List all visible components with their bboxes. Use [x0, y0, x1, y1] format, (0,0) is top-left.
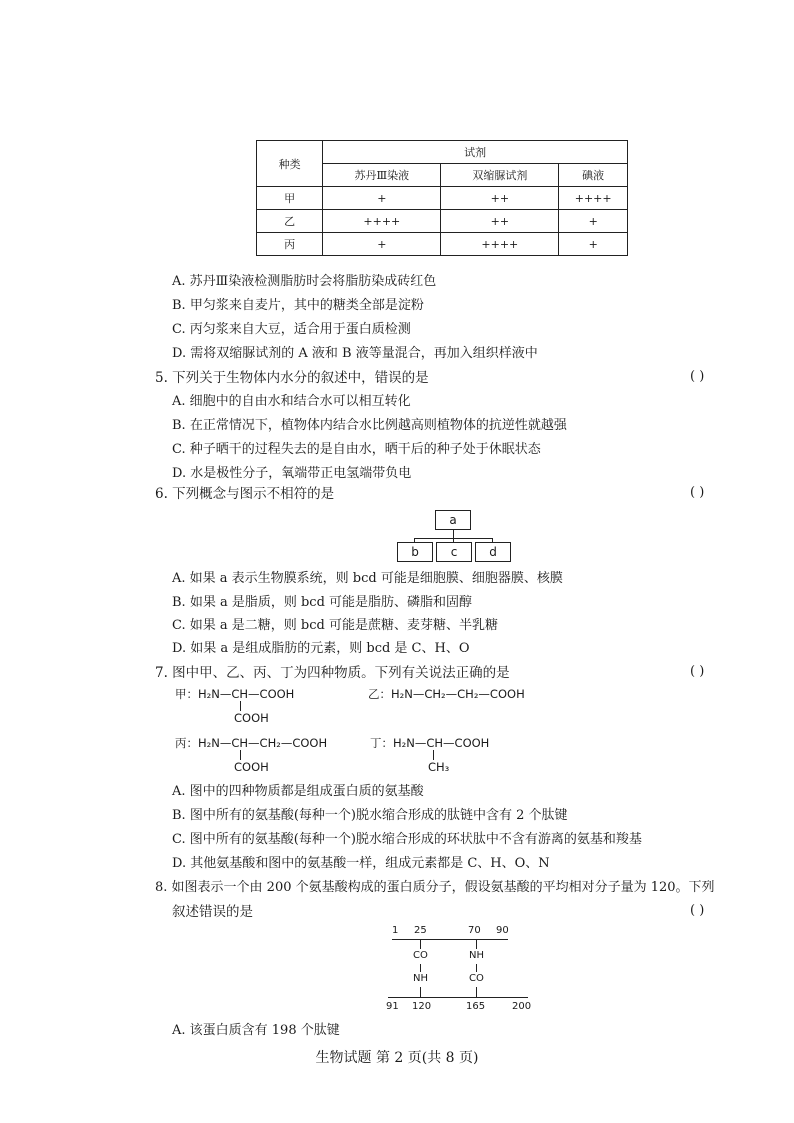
q5-answer-paren: ( )	[690, 369, 705, 384]
q7-option-a: A. 图中的四种物质都是组成蛋白质的氨基酸	[172, 784, 424, 799]
q5-option-d: D. 水是极性分子，氧端带正电氢端带负电	[172, 466, 412, 481]
box-a: a	[435, 510, 471, 530]
q4-option-a: A. 苏丹Ⅲ染液检测脂肪时会将脂肪染成砖红色	[172, 274, 437, 289]
formula-bing-sub: COOH	[234, 760, 269, 774]
q4-option-d: D. 需将双缩脲试剂的 A 液和 B 液等量混合，再加入组织样液中	[172, 346, 538, 361]
header-reagent: 试剂	[323, 141, 628, 164]
formula-bing: 丙：H₂N—CH—CH₂—COOH	[175, 736, 328, 750]
q7-answer-paren: ( )	[690, 664, 705, 679]
formula-jia-sub: COOH	[234, 711, 269, 725]
q7-option-c: C. 图中所有的氨基酸(每种一个)脱水缩合形成的环状肽中不含有游离的氨基和羧基	[172, 832, 642, 847]
header-kind: 种类	[257, 141, 323, 187]
q7-stem: 7. 图中甲、乙、丙、丁为四种物质。下列有关说法正确的是	[155, 665, 510, 681]
lower-chain	[388, 997, 528, 998]
q5-option-a: A. 细胞中的自由水和结合水可以相互转化	[172, 394, 411, 409]
q7-option-d: D. 其他氨基酸和图中的氨基酸一样，组成元素都是 C、H、O、N	[172, 856, 550, 871]
q6-stem: 6. 下列概念与图示不相符的是	[155, 486, 335, 502]
formula-jia: 甲：H₂N—CH—COOH	[175, 687, 295, 701]
q4-option-c: C. 丙匀浆来自大豆，适合用于蛋白质检测	[172, 322, 411, 337]
q6-answer-paren: ( )	[690, 485, 705, 500]
q5-option-c: C. 种子晒干的过程失去的是自由水，晒干后的种子处于休眠状态	[172, 442, 541, 457]
reagent-biuret: 双缩脲试剂	[441, 164, 559, 187]
q6-option-a: A. 如果 a 表示生物膜系统，则 bcd 可能是细胞膜、细胞器膜、核膜	[172, 571, 563, 586]
reagent-iodine: 碘液	[559, 164, 628, 187]
q8-option-a: A. 该蛋白质含有 198 个肽键	[172, 1023, 340, 1038]
reagent-table	[256, 140, 628, 256]
formula-yi: 乙：H₂N—CH₂—CH₂—COOH	[368, 687, 525, 701]
table-row: 甲 + ++ ++++	[257, 187, 628, 210]
table-row: 乙 ++++ ++ +	[257, 210, 628, 233]
q5-option-b: B. 在正常情况下，植物体内结合水比例越高则植物体的抗逆性就越强	[172, 418, 567, 433]
q6-option-d: D. 如果 a 是组成脂肪的元素，则 bcd 是 C、H、O	[172, 641, 470, 656]
q6-option-b: B. 如果 a 是脂质，则 bcd 可能是脂肪、磷脂和固醇	[172, 595, 473, 610]
q4-option-b: B. 甲匀浆来自麦片，其中的糖类全部是淀粉	[172, 298, 424, 313]
q7-option-b: B. 图中所有的氨基酸(每种一个)脱水缩合形成的肽链中含有 2 个肽键	[172, 808, 568, 823]
box-c: c	[436, 542, 472, 562]
box-d: d	[475, 542, 511, 562]
q8-stem-line2: 叙述错误的是	[172, 904, 253, 920]
q8-stem-line1: 8. 如图表示一个由 200 个氨基酸构成的蛋白质分子，假设氨基酸的平均相对分子量为 120。下列	[155, 880, 715, 895]
box-b: b	[397, 542, 433, 562]
reagent-sudan: 苏丹Ⅲ染液	[323, 164, 441, 187]
q8-answer-paren: ( )	[690, 903, 705, 918]
upper-chain	[392, 939, 508, 940]
table-row: 丙 + ++++ +	[257, 233, 628, 256]
q5-stem: 5. 下列关于生物体内水分的叙述中，错误的是	[155, 370, 429, 386]
formula-ding: 丁：H₂N—CH—COOH	[370, 736, 490, 750]
page-footer: 生物试题 第 2 页(共 8 页)	[315, 1050, 479, 1066]
q6-option-c: C. 如果 a 是二糖，则 bcd 可能是蔗糖、麦芽糖、半乳糖	[172, 618, 498, 633]
formula-ding-sub: CH₃	[428, 760, 450, 774]
